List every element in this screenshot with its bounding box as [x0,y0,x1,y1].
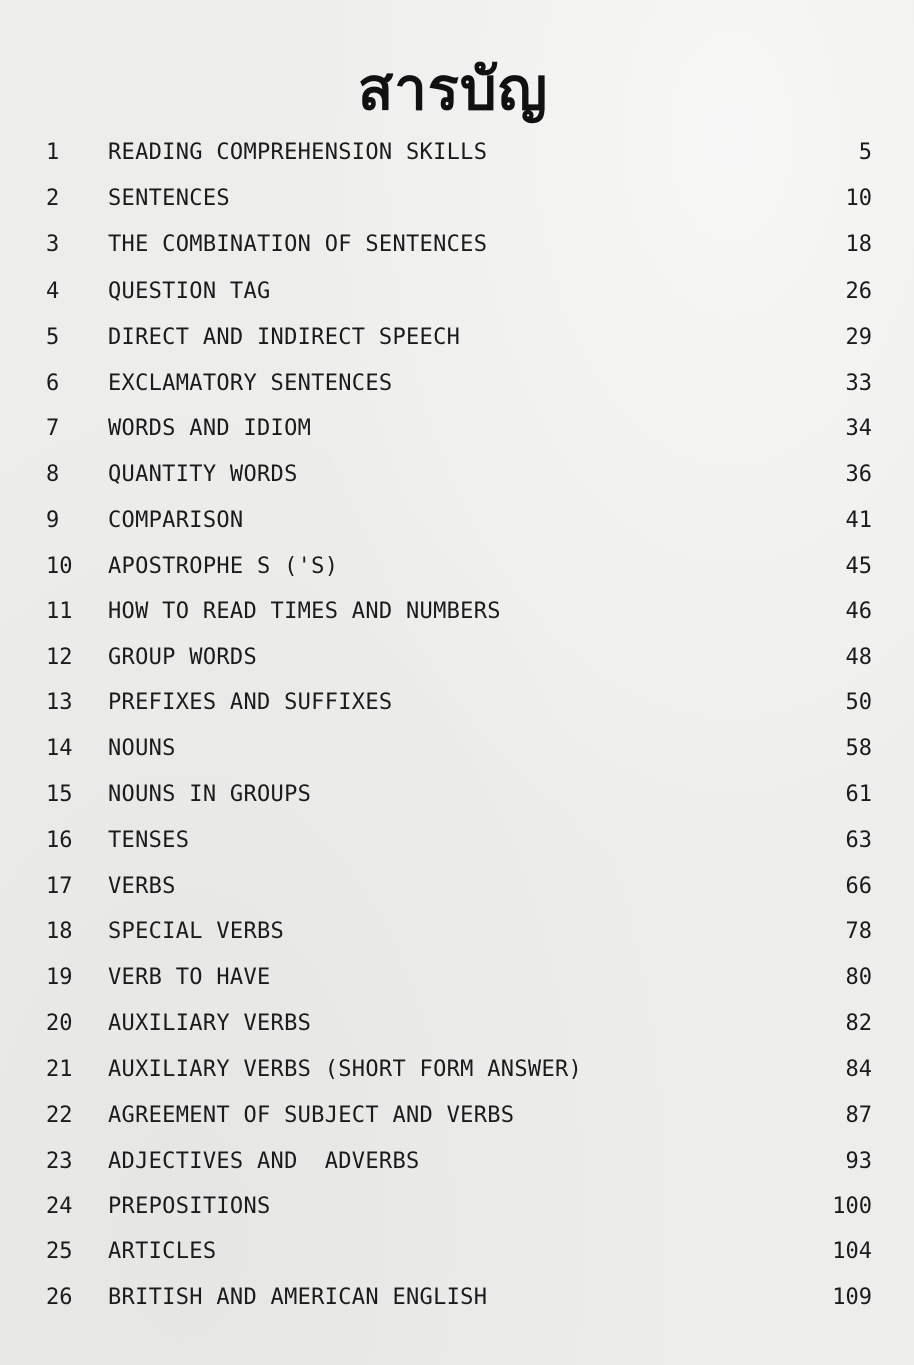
chapter-title: VERBS [108,874,176,899]
chapter-title: QUESTION TAG [108,279,271,304]
toc-entry [0,222,914,268]
page-number: 26 [845,279,872,304]
toc-entry [0,406,914,452]
toc-entry [0,589,914,635]
toc-entry [0,864,914,910]
toc-entry [0,818,914,864]
toc-entry [0,315,914,361]
page-number: 61 [845,782,872,807]
chapter-number: 9 [46,508,60,533]
toc-entry [0,498,914,544]
chapter-number: 3 [46,232,60,257]
chapter-title: SPECIAL VERBS [108,919,285,944]
page-number: 109 [832,1285,872,1310]
chapter-number: 22 [46,1103,73,1128]
chapter-title: AUXILIARY VERBS [108,1011,312,1036]
page-number: 34 [845,416,872,441]
toc-entry [0,1184,914,1230]
chapter-title: HOW TO READ TIMES AND NUMBERS [108,599,501,624]
page-number: 66 [845,874,872,899]
chapter-number: 15 [46,782,73,807]
chapter-number: 5 [46,325,60,350]
chapter-number: 8 [46,462,60,487]
chapter-title: SENTENCES [108,186,230,211]
chapter-title: ADJECTIVES AND ADVERBS [108,1149,420,1174]
page-number: 33 [845,371,872,396]
chapter-number: 16 [46,828,73,853]
chapter-title: GROUP WORDS [108,645,257,670]
toc-entry [0,1139,914,1185]
chapter-number: 4 [46,279,60,304]
chapter-title: READING COMPREHENSION SKILLS [108,140,488,165]
page-number: 63 [845,828,872,853]
page-number: 104 [832,1239,872,1264]
page-number: 87 [845,1103,872,1128]
chapter-number: 2 [46,186,60,211]
chapter-number: 25 [46,1239,73,1264]
chapter-number: 18 [46,919,73,944]
toc-entry [0,909,914,955]
chapter-number: 1 [46,140,60,165]
toc-entry [0,544,914,590]
page-number: 41 [845,508,872,533]
chapter-number: 19 [46,965,73,990]
page-number: 10 [845,186,872,211]
page-number: 45 [845,554,872,579]
chapter-number: 20 [46,1011,73,1036]
chapter-number: 26 [46,1285,73,1310]
page-number: 93 [845,1149,872,1174]
page-number: 36 [845,462,872,487]
chapter-title: NOUNS [108,736,176,761]
chapter-number: 17 [46,874,73,899]
toc-entry [0,361,914,407]
chapter-title: NOUNS IN GROUPS [108,782,312,807]
chapter-title: COMPARISON [108,508,244,533]
toc-entry [0,176,914,222]
toc-entry [0,452,914,498]
toc-entry [0,772,914,818]
chapter-title: BRITISH AND AMERICAN ENGLISH [108,1285,488,1310]
chapter-number: 12 [46,645,73,670]
chapter-number: 10 [46,554,73,579]
chapter-title: TENSES [108,828,190,853]
page-number: 58 [845,736,872,761]
toc-entry [0,680,914,726]
page-number: 5 [858,140,872,165]
chapter-title: DIRECT AND INDIRECT SPEECH [108,325,461,350]
chapter-title: AUXILIARY VERBS (SHORT FORM ANSWER) [108,1057,583,1082]
page-number: 29 [845,325,872,350]
page-title: สารบัญ [357,55,549,123]
chapter-number: 7 [46,416,60,441]
page-number: 48 [845,645,872,670]
toc-entry [0,130,914,176]
toc-entry [0,1229,914,1275]
chapter-title: APOSTROPHE S ('S) [108,554,339,579]
toc-entry [0,955,914,1001]
chapter-number: 24 [46,1194,73,1219]
chapter-number: 11 [46,599,73,624]
chapter-title: VERB TO HAVE [108,965,271,990]
chapter-title: EXCLAMATORY SENTENCES [108,371,393,396]
page-number: 18 [845,232,872,257]
page-number: 50 [845,690,872,715]
toc-entry [0,635,914,681]
page-number: 84 [845,1057,872,1082]
chapter-title: PREFIXES AND SUFFIXES [108,690,393,715]
toc-entry [0,1001,914,1047]
chapter-title: THE COMBINATION OF SENTENCES [108,232,488,257]
chapter-number: 13 [46,690,73,715]
chapter-title: AGREEMENT OF SUBJECT AND VERBS [108,1103,515,1128]
toc-entry [0,1093,914,1139]
chapter-number: 23 [46,1149,73,1174]
chapter-number: 14 [46,736,73,761]
toc-entry [0,726,914,772]
toc-entry [0,269,914,315]
chapter-title: WORDS AND IDIOM [108,416,312,441]
chapter-title: ARTICLES [108,1239,217,1264]
chapter-title: PREPOSITIONS [108,1194,271,1219]
chapter-number: 6 [46,371,60,396]
toc-entry [0,1275,914,1321]
toc-entry [0,1047,914,1093]
page-number: 82 [845,1011,872,1036]
chapter-number: 21 [46,1057,73,1082]
chapter-title: QUANTITY WORDS [108,462,298,487]
page-number: 78 [845,919,872,944]
page-number: 46 [845,599,872,624]
page-number: 100 [832,1194,872,1219]
page-number: 80 [845,965,872,990]
